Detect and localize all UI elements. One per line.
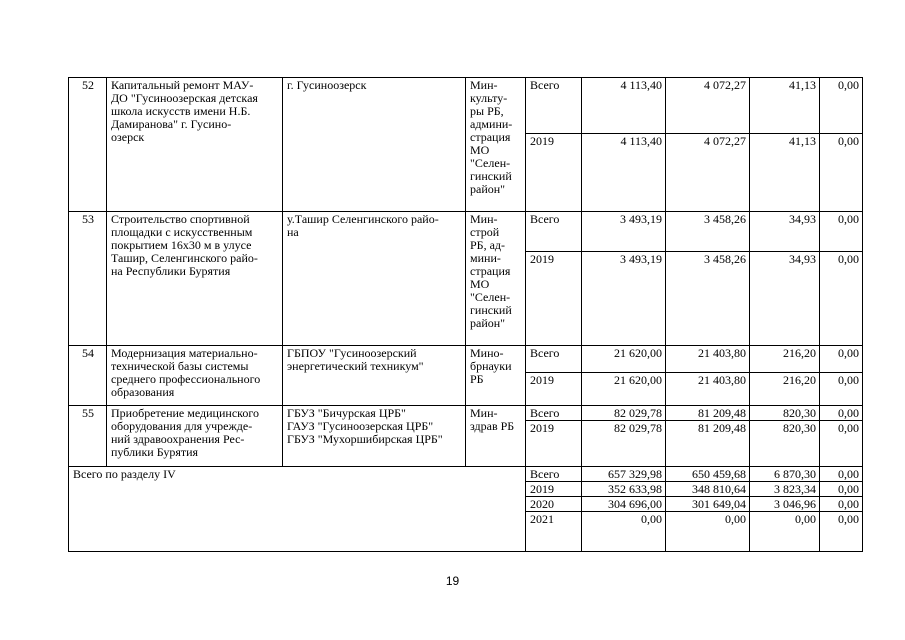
amount-regional: 3 823,34 — [750, 482, 820, 497]
row-number: 53 — [69, 212, 107, 346]
amount-local: 0,00 — [820, 512, 863, 552]
project-location: ГБУЗ "Бичурская ЦРБ" ГАУЗ "Гусиноозерская ЦРБ" ГБУЗ "Мухоршибирская ЦРБ" — [283, 406, 466, 467]
table-row — [69, 78, 863, 134]
amount-total: 4 113,40 — [582, 78, 666, 134]
amount-regional: 216,20 — [750, 346, 820, 373]
amount-total: 21 620,00 — [582, 346, 666, 373]
amount-federal: 0,00 — [666, 512, 750, 552]
amount-local: 0,00 — [820, 373, 863, 406]
amount-federal: 81 209,48 — [666, 406, 750, 421]
amount-local: 0,00 — [820, 134, 863, 212]
year-cell: 2019 — [526, 373, 582, 406]
amount-federal: 650 459,68 — [666, 467, 750, 482]
project-location: ГБПОУ "Гусиноозерский энергетический техникум" — [283, 346, 466, 406]
responsible-body: Мин- строй РБ, ад- мини- страция МО "Селен- гинский район" — [466, 212, 526, 346]
responsible-body: Мин- здрав РБ — [466, 406, 526, 467]
amount-regional: 41,13 — [750, 78, 820, 134]
project-name: Приобретение медицинского оборудования для учрежде- ний здравоохранения Рес- публики Бурятия — [107, 406, 283, 467]
amount-regional: 216,20 — [750, 373, 820, 406]
amount-local: 0,00 — [820, 467, 863, 482]
amount-local: 0,00 — [820, 482, 863, 497]
section-total-label: Всего по разделу IV — [69, 467, 526, 552]
amount-federal: 81 209,48 — [666, 421, 750, 467]
year-cell: Всего — [526, 346, 582, 373]
amount-federal: 301 649,04 — [666, 497, 750, 512]
table-row — [69, 346, 863, 373]
project-name: Модернизация материально- технической базы системы среднего профессионального образования — [107, 346, 283, 406]
amount-local: 0,00 — [820, 497, 863, 512]
year-cell: 2020 — [526, 497, 582, 512]
amount-regional: 820,30 — [750, 406, 820, 421]
amount-federal: 4 072,27 — [666, 78, 750, 134]
amount-local: 0,00 — [820, 252, 863, 346]
amount-local: 0,00 — [820, 421, 863, 467]
year-cell: Всего — [526, 406, 582, 421]
project-location: г. Гусиноозерск — [283, 78, 466, 212]
amount-total: 3 493,19 — [582, 212, 666, 252]
amount-regional: 3 046,96 — [750, 497, 820, 512]
amount-regional: 34,93 — [750, 212, 820, 252]
amount-local: 0,00 — [820, 346, 863, 373]
amount-regional: 6 870,30 — [750, 467, 820, 482]
project-name: Капитальный ремонт МАУ- ДО "Гусиноозерская детская школа искусств имени Н.Б. Дамиранова" г. Гусино- озерск — [107, 78, 283, 212]
table-row — [69, 406, 863, 421]
responsible-body: Мин- культу- ры РБ, админи- страция МО "Селен- гинский район" — [466, 78, 526, 212]
project-location: у.Ташир Селенгинского райо- на — [283, 212, 466, 346]
amount-local: 0,00 — [820, 212, 863, 252]
amount-total: 304 696,00 — [582, 497, 666, 512]
amount-total: 352 633,98 — [582, 482, 666, 497]
year-cell: 2019 — [526, 134, 582, 212]
amount-total: 0,00 — [582, 512, 666, 552]
budget-table — [68, 77, 863, 552]
amount-total: 4 113,40 — [582, 134, 666, 212]
amount-regional: 34,93 — [750, 252, 820, 346]
amount-federal: 21 403,80 — [666, 373, 750, 406]
year-cell: 2019 — [526, 252, 582, 346]
year-cell: Всего — [526, 467, 582, 482]
amount-local: 0,00 — [820, 78, 863, 134]
amount-federal: 3 458,26 — [666, 252, 750, 346]
amount-total: 657 329,98 — [582, 467, 666, 482]
table-row — [69, 212, 863, 252]
project-name: Строительство спортивной площадки с искусственным покрытием 16х30 м в улусе Ташир, Селенгинского райо- на Республики Бурятия — [107, 212, 283, 346]
row-number: 52 — [69, 78, 107, 212]
year-cell: Всего — [526, 78, 582, 134]
row-number: 55 — [69, 406, 107, 467]
year-cell: 2021 — [526, 512, 582, 552]
year-cell: 2019 — [526, 482, 582, 497]
responsible-body: Мино- брнауки РБ — [466, 346, 526, 406]
amount-total: 82 029,78 — [582, 421, 666, 467]
page-number: 19 — [445, 574, 460, 588]
total-row — [69, 467, 863, 482]
amount-federal: 3 458,26 — [666, 212, 750, 252]
amount-regional: 820,30 — [750, 421, 820, 467]
amount-federal: 348 810,64 — [666, 482, 750, 497]
amount-federal: 21 403,80 — [666, 346, 750, 373]
amount-local: 0,00 — [820, 406, 863, 421]
amount-total: 21 620,00 — [582, 373, 666, 406]
year-cell: Всего — [526, 212, 582, 252]
amount-regional: 41,13 — [750, 134, 820, 212]
year-cell: 2019 — [526, 421, 582, 467]
amount-regional: 0,00 — [750, 512, 820, 552]
amount-total: 3 493,19 — [582, 252, 666, 346]
amount-federal: 4 072,27 — [666, 134, 750, 212]
row-number: 54 — [69, 346, 107, 406]
amount-total: 82 029,78 — [582, 406, 666, 421]
